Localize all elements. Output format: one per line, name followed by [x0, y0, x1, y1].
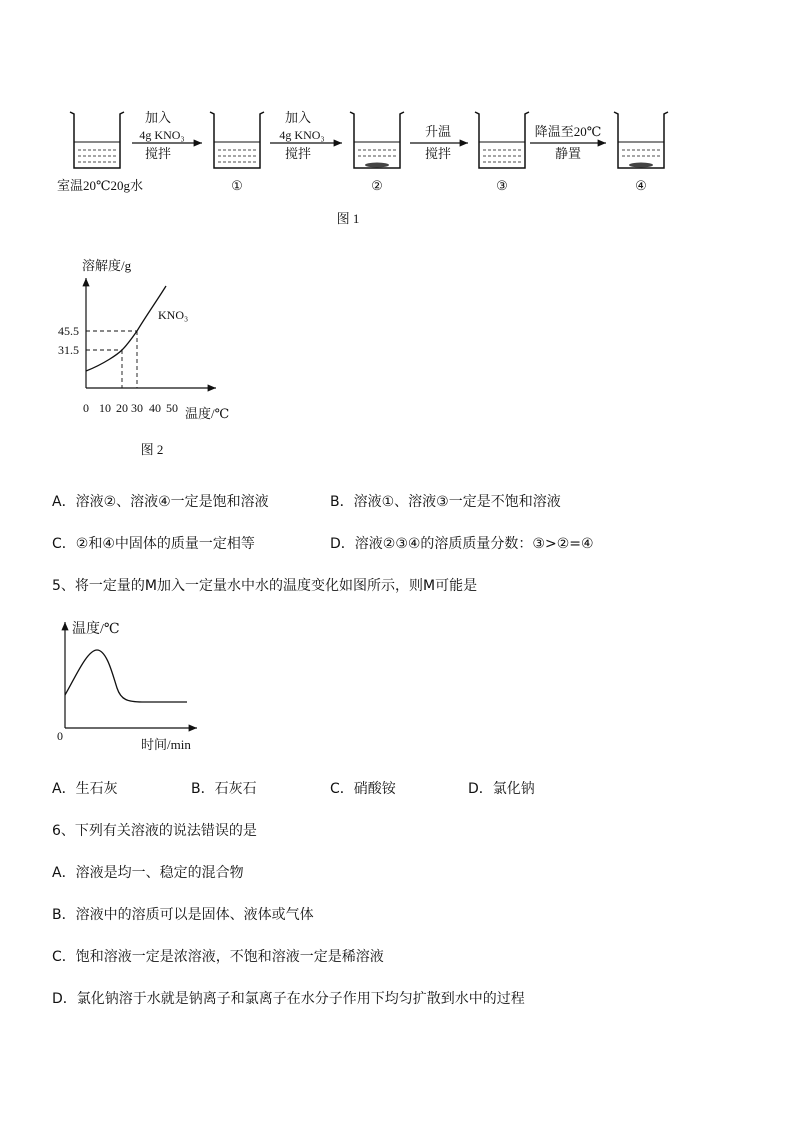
q5-y-axis-label: 温度/℃ — [72, 622, 120, 637]
kno3-curve — [86, 286, 166, 371]
step-4-line2: 静置 — [554, 146, 582, 161]
q4-option-c: C．②和④中固体的质量一定相等 — [52, 536, 255, 552]
x-axis-label: 温度/℃ — [185, 406, 230, 421]
q6-option-b: B．溶液中的溶质可以是固体、液体或气体 — [52, 907, 314, 923]
beaker-4 — [614, 112, 668, 168]
q5-temperature-graph — [45, 612, 245, 757]
x-tick-20: 20 — [116, 401, 128, 415]
start-label: 室温20℃20g水 — [56, 178, 144, 193]
beaker-label-2: ② — [371, 178, 383, 193]
beaker-3 — [475, 112, 529, 168]
beaker-2 — [350, 112, 404, 168]
q5-option-b: B．石灰石 — [191, 781, 257, 797]
q4-option-a: A．溶液②、溶液④一定是饱和溶液 — [52, 494, 269, 510]
beaker-label-1: ① — [231, 178, 243, 193]
q4-option-d: D．溶液②③④的溶质质量分数：③>②=④ — [330, 536, 594, 552]
y-tick-31-5: 31.5 — [58, 343, 79, 357]
x-tick-40: 40 — [149, 401, 161, 415]
q4-option-b: B．溶液①、溶液③一定是不饱和溶液 — [330, 494, 561, 510]
q5-curve — [65, 650, 187, 702]
x-tick-0: 0 — [83, 401, 89, 415]
q5-option-a: A．生石灰 — [52, 781, 118, 797]
step-1-line3: 搅拌 — [144, 146, 172, 161]
x-tick-30: 30 — [131, 401, 143, 415]
x-tick-10: 10 — [99, 401, 111, 415]
step-3-line2: 搅拌 — [424, 146, 452, 161]
q6-stem: 6、下列有关溶液的说法错误的是 — [52, 823, 257, 839]
q6-option-d: D．氯化钠溶于水就是钠离子和氯离子在水分子作用下均匀扩散到水中的过程 — [52, 991, 525, 1007]
beaker-1 — [210, 112, 264, 168]
beaker-label-3: ③ — [496, 178, 508, 193]
figure-1-diagram — [0, 100, 794, 230]
y-axis-label: 溶解度/g — [82, 258, 132, 273]
step-2-line1: 加入 — [284, 110, 312, 125]
step-2-line3: 搅拌 — [284, 146, 312, 161]
figure-2-caption: 图 2 — [140, 442, 164, 457]
q6-option-c: C．饱和溶液一定是浓溶液，不饱和溶液一定是稀溶液 — [52, 949, 384, 965]
curve-label: KNO₃ — [158, 308, 189, 322]
y-tick-45-5: 45.5 — [58, 324, 79, 338]
step-3-line1: 升温 — [424, 124, 452, 139]
step-2-line2: 4g KNO₃ — [279, 128, 325, 142]
q5-origin-label: 0 — [57, 729, 63, 743]
x-tick-50: 50 — [166, 401, 178, 415]
step-4-line1: 降温至20℃ — [534, 124, 602, 139]
step-1-line2: 4g KNO₃ — [139, 128, 185, 142]
beaker-start — [70, 112, 124, 168]
beaker-label-4: ④ — [635, 178, 647, 193]
figure-2-solubility-graph — [40, 250, 280, 465]
q5-stem: 5、将一定量的M加入一定量水中水的温度变化如图所示，则M可能是 — [52, 578, 478, 594]
q5-option-d: D．氯化钠 — [468, 781, 535, 797]
q5-option-c: C．硝酸铵 — [330, 781, 396, 797]
q6-option-a: A．溶液是均一、稳定的混合物 — [52, 865, 244, 881]
step-1-line1: 加入 — [144, 110, 172, 125]
q5-x-axis-label: 时间/min — [141, 737, 191, 752]
figure-1-caption: 图 1 — [336, 211, 360, 226]
